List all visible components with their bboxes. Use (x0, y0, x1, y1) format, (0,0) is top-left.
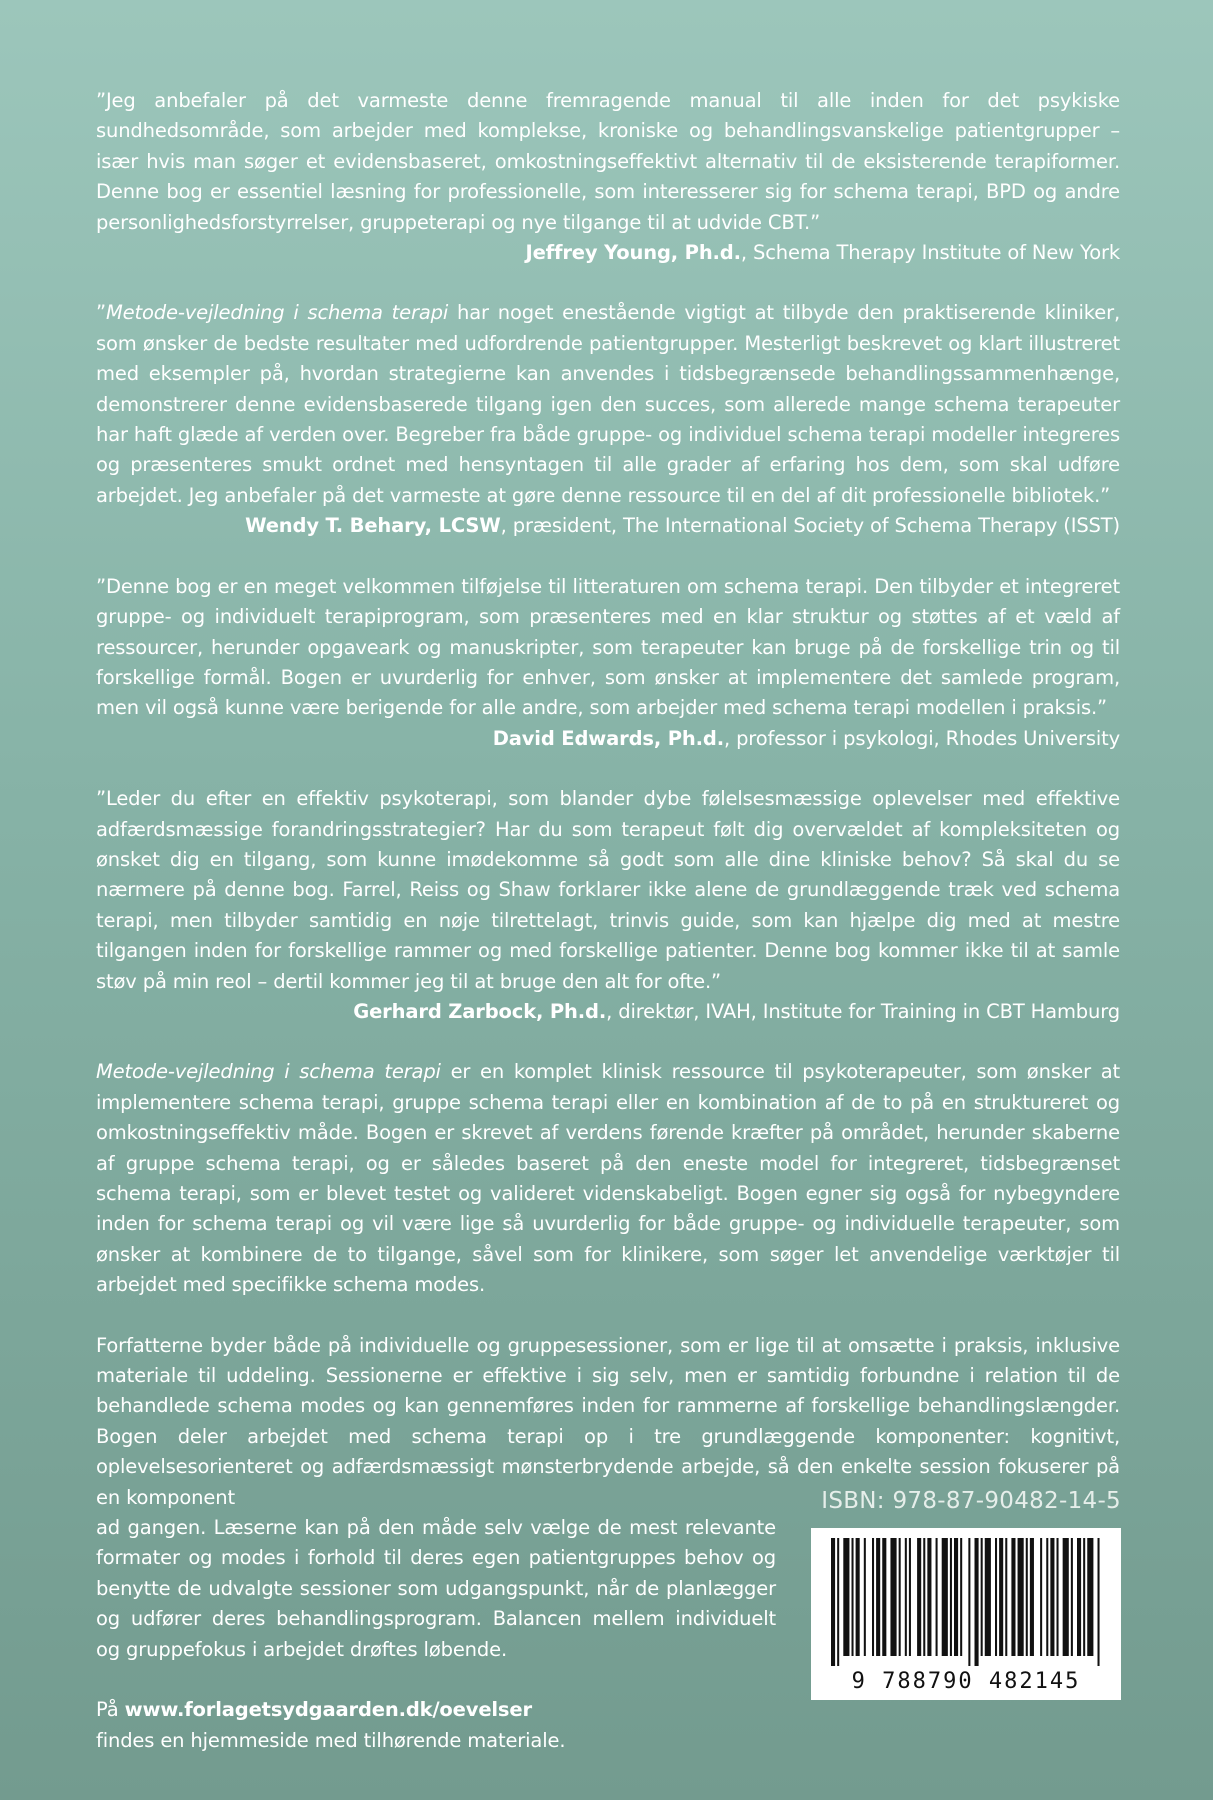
quote-gerhard-zarbock (96, 784, 1120, 1027)
quote-affiliation: , professor i psykologi, Rhodes University (723, 726, 1120, 750)
quote-affiliation: , Schema Therapy Institute of New York (740, 241, 1120, 265)
authors-paragraph-narrow: ad gangen. Læserne kan på den måde selv vælge de mest relevante formater og modes i forhold til deres egen patientgruppes behov og benytte de udvalgte sessioner som udgangspunkt, når de planlægger og udfører deres behandlingsprogram. Balancen mellem individuelt og gruppefokus i arbejdet drøftes løbende. (96, 1516, 776, 1661)
barcode-bar (917, 1538, 921, 1656)
quote-affiliation: , præsident, The International Society of Schema Therapy (ISST) (500, 514, 1120, 538)
barcode-bar (975, 1538, 979, 1666)
barcode-bar (872, 1538, 874, 1656)
barcode-bar (942, 1538, 948, 1656)
quote-text: ”Jeg anbefaler på det varmeste denne fremragende manual til alle inden for det psykiske sundhedsområde, som arbejder med komplekse, kroniske og behandlingsvanskelige patientgrupper – især hvis man søger et evidensbaseret, omkostningseffektivt alternativ til de eksisterende terapiformer. Denne bog er essentiel læsning for professionelle, som interesserer sig for schema terapi, BPD og andre personlighedsforstyrrelser, gruppeterapi og nye tilgange til at udvide CBT.” (96, 89, 1120, 234)
website-suffix: findes en hjemmeside med tilhørende materiale. (96, 1728, 566, 1752)
barcode-bar (1087, 1538, 1093, 1656)
barcode-bar (909, 1538, 911, 1656)
barcode-bar (1046, 1538, 1048, 1656)
barcode-bar (1071, 1538, 1073, 1656)
barcode-bar (968, 1538, 970, 1666)
barcode-bar (1083, 1538, 1085, 1656)
quote-david-edwards (96, 572, 1120, 754)
quote-text: ”Denne bog er en meget velkommen tilføjelse til litteraturen om schema terapi. Den tilbyder et integreret gruppe- og individuelt terapiprogram, som præsenteres med en klar struktur og støttes af et væld af ressourcer, herunder opgaveark og manuskripter, som terapeuter kan bruge på de forskellige trin og til forskellige formål. Bogen er uvurderlig for enhver, som ønsker at implementere det samlede program, men vil også kunne være berigende for alle andre, som arbejder med schema terapi modellen i praksis.” (96, 574, 1120, 720)
barcode-bar (899, 1538, 901, 1656)
barcode-bar (981, 1538, 983, 1656)
barcode-bar (985, 1538, 991, 1656)
quote-text: ”Leder du efter en effektiv psykoterapi, som blander dybe følelsesmæssige oplevelser med effektive adfærdsmæssige forandringsstrategier? Har du som terapeut følt dig overvældet af kompleksiteten og ønsket dig en tilgang, som kunne imødekomme så godt som alle dine kliniske behov? Så skal du se nærmere på denne bog. Farrel, Reiss og Shaw forklarer ikke alene de grundlæggende træk ved schema terapi, men tilbyder samtidig en nøje tilrettelagt, trinvis guide, som kan hjælpe dig med at mestre tilgangen inden for forskellige rammer og med forskellige patienter. Denne bog kommer ikke til at samle støv på min reol – dertil kommer jeg til at bruge den alt for ofte.” (96, 787, 1120, 993)
barcode-bar (1011, 1538, 1015, 1656)
barcode-bar (1057, 1538, 1059, 1656)
barcode-bar (837, 1538, 839, 1666)
barcode-bar (1063, 1538, 1069, 1656)
barcode-bar (960, 1538, 962, 1656)
barcode-bar (1040, 1538, 1042, 1656)
description-text: Metode-vejledning i schema terapi er en komplet klinisk ressource til psykoterapeuter, som ønsker at implementere schema terapi, gruppe schema terapi eller en kombination af de to på en struktureret og omkostningseffektiv måde. Bogen er skrevet af verdens førende kræfter på området, herunder skaberne af gruppe schema terapi, og er således baseret på den eneste model for integreret, tidsbegrænset schema terapi, som er blevet testet og valideret videnskabeligt. Bogen egner sig også for nybegyndere inden for schema terapi og vil være lige så uvurderlig for både gruppe- og individuelle terapeuter, som ønsker at kombinere de to tilgange, såvel som for klinikere, som søger let anvendelige værktøjer til arbejdet med specifikke schema modes. (96, 1060, 1120, 1297)
barcode-bar (954, 1538, 958, 1656)
quote-attribution (96, 238, 1120, 268)
barcode-bar (1098, 1538, 1100, 1666)
book-description (96, 1057, 1120, 1300)
quote-author: Gerhard Zarbock, Ph.d. (353, 999, 607, 1023)
barcode-bar (1077, 1538, 1081, 1656)
isbn-label: ISBN: 978-87-90482-14-5 (821, 1488, 1121, 1514)
barcode-bar (1030, 1538, 1034, 1656)
quote-attribution (96, 724, 1120, 754)
barcode-bar (882, 1538, 886, 1656)
barcode-bar (856, 1538, 860, 1656)
barcode-bar (927, 1538, 931, 1656)
quote-wendy-behary (96, 298, 1120, 541)
quote-attribution (96, 997, 1120, 1027)
barcode-bar (905, 1538, 907, 1656)
barcode-digits: 9 788790 482145 (851, 1669, 1081, 1694)
quote-jeffrey-young (96, 86, 1120, 268)
barcode-bar (936, 1538, 938, 1656)
barcode (811, 1528, 1121, 1700)
barcode-bar (852, 1538, 854, 1656)
barcode-bars (831, 1538, 1101, 1666)
barcode-bar (1050, 1538, 1054, 1656)
barcode-bar (1026, 1538, 1028, 1656)
barcode-bar (923, 1538, 925, 1656)
barcode-bar (843, 1538, 849, 1656)
quote-author: David Edwards, Ph.d. (492, 726, 724, 750)
barcode-bar (1005, 1538, 1007, 1656)
book-title: Metode-vejledning i schema terapi (105, 301, 449, 325)
isbn-block (811, 1488, 1121, 1700)
barcode-bar (999, 1538, 1003, 1656)
barcode-bar (890, 1538, 896, 1656)
book-title: Metode-vejledning i schema terapi (96, 1060, 441, 1084)
barcode-bar (1018, 1538, 1024, 1656)
quote-author: Jeffrey Young, Ph.d. (525, 241, 741, 265)
authors-paragraph-wide: Forfatterne byder både på individuelle og gruppesessioner, som er lige til at omsætte i praksis, inklusive materiale til uddeling. Sessionerne er effektive i sig selv, men er samtidig forbundne i relation til de behandlede schema modes og kan gennemføres inden for rammerne af forskellige behandlingslængder. Bogen deler arbejdet med schema terapi op i tre grundlæggende komponenter: kognitivt, oplevelsesorienteret og adfærdsmæssigt mønsterbrydende arbejde, så den enkelte session fokuserer på en komponent (96, 1333, 1120, 1509)
website-note: På www.forlagetsydgaarden.dk/oevelser findes en hjemmeside med tilhørende materiale. (96, 1695, 1120, 1756)
barcode-bar (950, 1538, 952, 1656)
quote-attribution (96, 511, 1120, 541)
barcode-bar (876, 1538, 880, 1656)
quote-affiliation: , direktør, IVAH, Institute for Training in CBT Hamburg (606, 999, 1120, 1023)
quote-text: ”Metode-vejledning i schema terapi har noget enestående vigtigt at tilbyde den praktiserende kliniker, som ønsker de bedste resultater med udfordrende patientgrupper. Mesterligt beskrevet og klart illustreret med eksempler på, hvordan strategierne kan anvendes i tidsbegrænsede behandlingssammenhænge, demonstrerer denne evidensbaserede tilgang igen den succes, som allerede mange schema terapeuter har haft glæde af verden over. Begreber fra både gruppe- og individuel schema terapi modeller integreres og præsenteres smukt ordnet med hensyntagen til alle grader af erfaring hos dem, som skal udføre arbejdet. Jeg anbefaler på det varmeste at gøre denne ressource til en del af dit professionelle bibliotek.” (96, 301, 1120, 507)
barcode-bar (864, 1538, 866, 1656)
barcode-bar (831, 1538, 835, 1666)
barcode-bar (995, 1538, 997, 1656)
website-link[interactable]: www.forlagetsydgaarden.dk/oevelser (124, 1698, 532, 1722)
quote-author: Wendy T. Behary, LCSW (245, 514, 501, 538)
